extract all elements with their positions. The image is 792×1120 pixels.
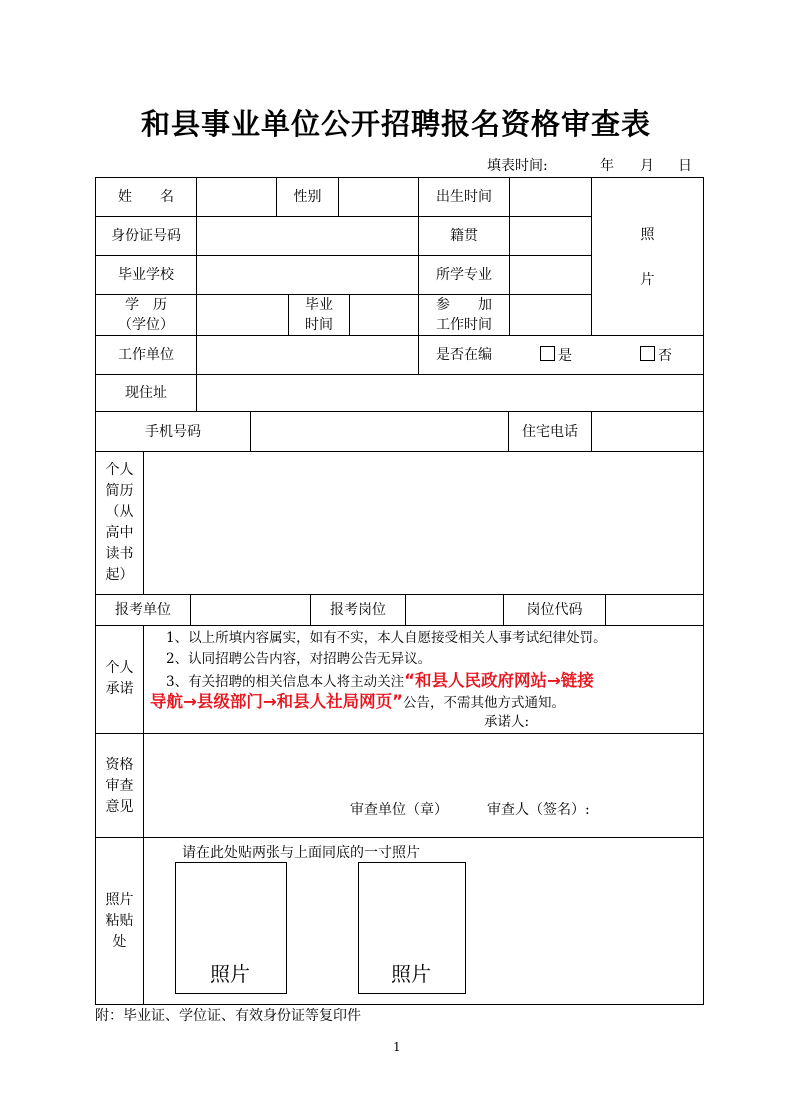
label-pledge-line: 承诺 xyxy=(105,681,134,697)
input-post-code[interactable] xyxy=(606,595,703,625)
label-review xyxy=(96,755,143,818)
label-education xyxy=(96,295,196,335)
label-employer: 工作单位 xyxy=(118,347,174,363)
label-apply-post: 报考岗位 xyxy=(330,602,386,618)
option-no[interactable] xyxy=(640,345,672,365)
pledge-line-1: 1、以上所填内容属实，如有不实，本人自愿接受相关人事考试纪律处罚。 xyxy=(166,630,607,646)
label-work-start-line1: 参 加 xyxy=(436,297,492,313)
label-resume-line: 简历 xyxy=(105,483,134,499)
input-home-phone[interactable] xyxy=(592,412,703,451)
label-resume-line: 个人 xyxy=(105,462,134,478)
checkbox-no[interactable] xyxy=(640,346,655,361)
label-review-line: 资格 xyxy=(105,757,134,773)
input-grad-time[interactable] xyxy=(350,295,418,335)
label-education-line2: （学位） xyxy=(118,317,174,333)
input-school[interactable] xyxy=(197,256,418,294)
photo-slot-1-label: 照片 xyxy=(210,962,250,986)
pledge-red-link-part2: 导航→县级部门→和县人社局网页” xyxy=(150,692,403,711)
label-apply-unit: 报考单位 xyxy=(115,602,171,618)
input-gender[interactable] xyxy=(339,178,418,216)
pledge-line-4-suffix: 公告，不需其他方式通知。 xyxy=(403,695,565,711)
label-home-phone: 住宅电话 xyxy=(522,423,578,440)
label-post-code: 岗位代码 xyxy=(526,602,583,618)
photo-label-top: 照 xyxy=(640,227,655,243)
label-resume-line: 读书 xyxy=(105,546,134,562)
input-major[interactable] xyxy=(510,256,591,294)
review-reviewer-label: 审查人（签名）: xyxy=(487,802,590,818)
fill-date-label: 填表时间: xyxy=(487,158,548,174)
input-birth[interactable] xyxy=(510,178,591,216)
page-number: 1 xyxy=(393,1040,401,1054)
label-address: 现住址 xyxy=(125,385,167,401)
pledge-red-link-part1: “和县人民政府网站→链接 xyxy=(404,671,594,690)
label-birth: 出生时间 xyxy=(436,189,492,205)
label-work-start xyxy=(419,295,509,335)
input-address[interactable] xyxy=(197,375,703,411)
label-resume xyxy=(96,460,143,586)
label-review-line: 意见 xyxy=(105,799,134,815)
input-name[interactable] xyxy=(197,178,276,216)
label-education-line1: 学 历 xyxy=(125,297,167,313)
pledge-line-2: 2、认同招聘公告内容，对招聘公告无异议。 xyxy=(166,651,432,667)
label-pledge xyxy=(96,658,143,700)
label-name: 姓 名 xyxy=(118,189,174,205)
input-work-start[interactable] xyxy=(510,295,591,335)
footnote: 附：毕业证、学位证、有效身份证等复印件 xyxy=(95,1008,361,1024)
label-review-line: 审查 xyxy=(105,778,134,794)
input-resume[interactable] xyxy=(144,452,703,594)
fill-date-month: 月 xyxy=(640,158,654,174)
label-id-number: 身份证号码 xyxy=(111,228,181,244)
input-id-number[interactable] xyxy=(197,217,418,255)
label-photo-attach xyxy=(96,890,143,953)
input-native-place[interactable] xyxy=(510,217,591,255)
photo-slot-2-label: 照片 xyxy=(391,962,431,986)
label-school: 毕业学校 xyxy=(118,267,174,283)
pledge-line-4 xyxy=(150,691,565,714)
label-mobile: 手机号码 xyxy=(145,423,201,440)
pledge-line-3 xyxy=(166,670,594,693)
label-photo-attach-line: 处 xyxy=(112,934,127,950)
input-employer[interactable] xyxy=(197,336,418,374)
label-gender: 性别 xyxy=(293,189,322,205)
label-grad-time-line2: 时间 xyxy=(305,317,333,333)
option-no-label: 否 xyxy=(658,348,672,364)
label-major: 所学专业 xyxy=(436,267,492,283)
page-title: 和县事业单位公开招聘报名资格审查表 xyxy=(140,107,651,141)
label-photo-attach-line: 照片 xyxy=(105,892,134,908)
input-mobile[interactable] xyxy=(251,412,508,451)
photo-instruction: 请在此处贴两张与上面同底的一寸照片 xyxy=(182,845,420,861)
label-resume-line: 高中 xyxy=(105,525,134,541)
review-unit-label: 审查单位（章） xyxy=(350,802,448,818)
option-yes-label: 是 xyxy=(558,348,572,364)
input-apply-unit[interactable] xyxy=(191,595,310,625)
photo-label-bottom: 片 xyxy=(640,272,655,288)
input-apply-post[interactable] xyxy=(406,595,503,625)
checkbox-yes[interactable] xyxy=(540,346,555,361)
pledge-signer: 承诺人: xyxy=(484,714,530,730)
fill-date-day: 日 xyxy=(678,158,692,174)
label-grad-time-line1: 毕业 xyxy=(305,297,333,313)
option-yes[interactable] xyxy=(540,345,572,365)
label-resume-line: （从 xyxy=(105,504,134,520)
input-education[interactable] xyxy=(197,295,288,335)
label-photo-attach-line: 粘贴 xyxy=(105,913,134,929)
label-resume-line: 起） xyxy=(105,567,134,583)
label-grad-time xyxy=(289,295,349,335)
fill-date-year: 年 xyxy=(600,158,614,174)
pledge-line-3-prefix: 3、有关招聘的相关信息本人将主动关注 xyxy=(166,674,405,690)
label-pledge-line: 个人 xyxy=(105,660,134,676)
label-on-staff: 是否在编 xyxy=(436,347,492,363)
label-native-place: 籍贯 xyxy=(450,228,478,244)
label-work-start-line2: 工作时间 xyxy=(436,317,492,333)
